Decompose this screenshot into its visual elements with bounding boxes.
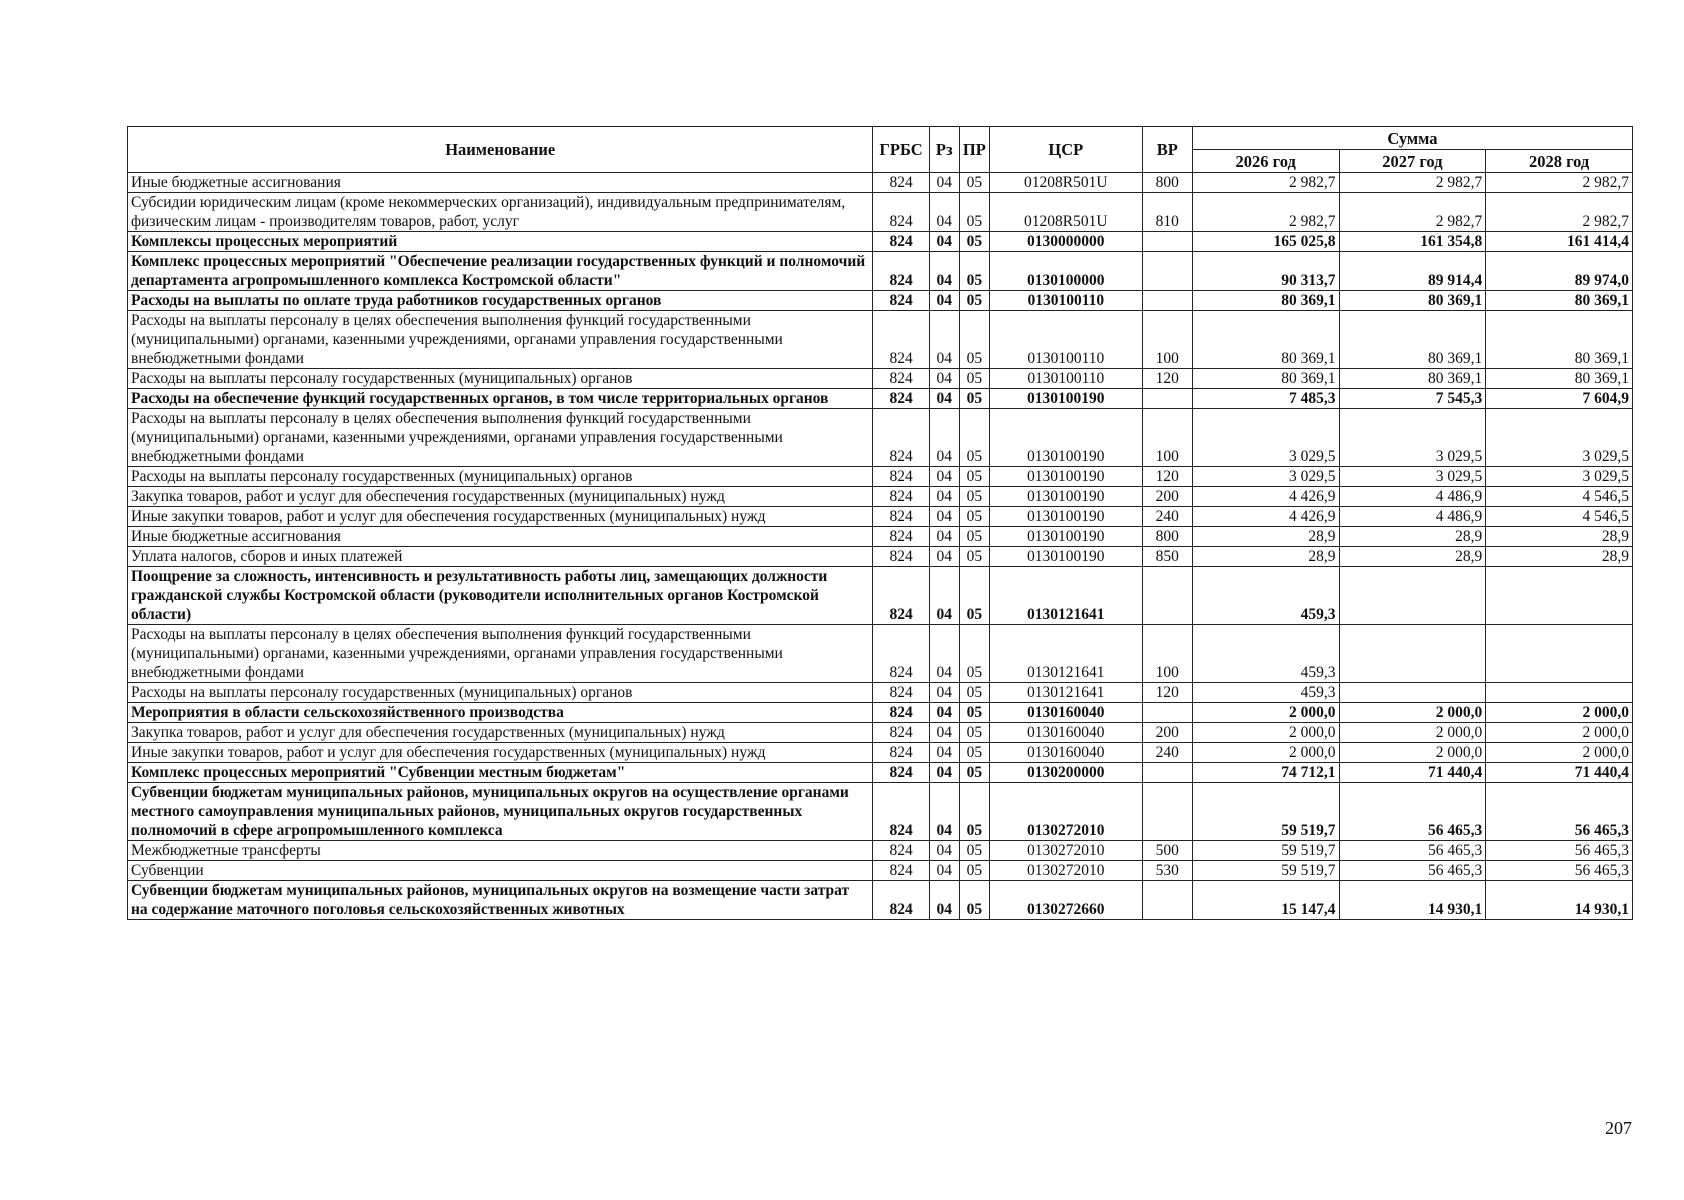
cell-vr (1142, 389, 1192, 409)
table-row (128, 743, 1633, 763)
cell-rz: 04 (929, 841, 959, 861)
cell-name: Расходы на выплаты персоналу в целях обеспечения выполнения функций государственными (муниципальными) органами, казенными учреждениями, органами управления государственными внебюджетными фондами (128, 311, 873, 369)
header-rz: Рз (929, 127, 959, 173)
table-row (128, 291, 1633, 311)
cell-csr: 0130272010 (989, 841, 1142, 861)
cell-2026: 165 025,8 (1192, 232, 1339, 252)
cell-2027: 7 545,3 (1339, 389, 1486, 409)
cell-pr: 05 (959, 861, 989, 881)
table-header (128, 127, 1633, 173)
cell-grbs: 824 (873, 409, 929, 467)
cell-rz: 04 (929, 369, 959, 389)
cell-2027: 28,9 (1339, 547, 1486, 567)
cell-rz: 04 (929, 252, 959, 291)
table-row (128, 232, 1633, 252)
cell-grbs: 824 (873, 389, 929, 409)
cell-vr: 530 (1142, 861, 1192, 881)
cell-rz: 04 (929, 763, 959, 783)
cell-2026: 90 313,7 (1192, 252, 1339, 291)
cell-rz: 04 (929, 783, 959, 841)
cell-rz: 04 (929, 232, 959, 252)
cell-pr: 05 (959, 743, 989, 763)
table-row (128, 703, 1633, 723)
header-year-2027: 2027 год (1339, 150, 1486, 173)
table-row (128, 723, 1633, 743)
cell-2026: 2 000,0 (1192, 743, 1339, 763)
cell-name: Субвенции бюджетам муниципальных районов, муниципальных округов на осуществление органами местного самоуправления муниципальных районов, муниципальных округов государственных полномочий в сфере агропромышленного комплекса (128, 783, 873, 841)
table-row (128, 252, 1633, 291)
table-row (128, 567, 1633, 625)
table-row (128, 193, 1633, 232)
cell-pr: 05 (959, 567, 989, 625)
cell-2026: 4 426,9 (1192, 487, 1339, 507)
cell-pr: 05 (959, 311, 989, 369)
cell-name: Комплекс процессных мероприятий "Обеспечение реализации государственных функций и полномочий департамента агропромышленного комплекса Костромской области" (128, 252, 873, 291)
cell-rz: 04 (929, 173, 959, 193)
cell-pr: 05 (959, 252, 989, 291)
cell-2028 (1486, 683, 1633, 703)
cell-2027: 4 486,9 (1339, 507, 1486, 527)
header-name: Наименование (128, 127, 873, 173)
cell-pr: 05 (959, 232, 989, 252)
cell-2026: 2 982,7 (1192, 173, 1339, 193)
cell-vr: 100 (1142, 311, 1192, 369)
cell-2026: 59 519,7 (1192, 841, 1339, 861)
cell-2028 (1486, 567, 1633, 625)
header-sum: Сумма (1192, 127, 1632, 150)
cell-2027: 3 029,5 (1339, 467, 1486, 487)
cell-vr: 800 (1142, 527, 1192, 547)
cell-rz: 04 (929, 567, 959, 625)
cell-grbs: 824 (873, 487, 929, 507)
cell-name: Межбюджетные трансферты (128, 841, 873, 861)
table-row (128, 625, 1633, 683)
page-number: 207 (1605, 1118, 1632, 1138)
cell-csr: 0130100190 (989, 487, 1142, 507)
cell-2027: 2 982,7 (1339, 173, 1486, 193)
cell-2028: 4 546,5 (1486, 507, 1633, 527)
cell-rz: 04 (929, 861, 959, 881)
cell-grbs: 824 (873, 683, 929, 703)
cell-csr: 0130272010 (989, 861, 1142, 881)
table-row (128, 389, 1633, 409)
cell-vr: 120 (1142, 369, 1192, 389)
cell-name: Комплексы процессных мероприятий (128, 232, 873, 252)
cell-2028: 3 029,5 (1486, 409, 1633, 467)
cell-2028: 80 369,1 (1486, 291, 1633, 311)
cell-2026: 74 712,1 (1192, 763, 1339, 783)
cell-2028: 2 000,0 (1486, 743, 1633, 763)
header-year-2028: 2028 год (1486, 150, 1633, 173)
cell-vr: 200 (1142, 723, 1192, 743)
cell-grbs: 824 (873, 743, 929, 763)
cell-name: Иные закупки товаров, работ и услуг для обеспечения государственных (муниципальных) нужд (128, 743, 873, 763)
cell-grbs: 824 (873, 291, 929, 311)
cell-2026: 80 369,1 (1192, 369, 1339, 389)
cell-2028: 80 369,1 (1486, 311, 1633, 369)
cell-name: Расходы на выплаты персоналу в целях обеспечения выполнения функций государственными (муниципальными) органами, казенными учреждениями, органами управления государственными внебюджетными фондами (128, 409, 873, 467)
cell-grbs: 824 (873, 783, 929, 841)
cell-rz: 04 (929, 723, 959, 743)
table-row (128, 173, 1633, 193)
cell-2026: 7 485,3 (1192, 389, 1339, 409)
cell-2028 (1486, 625, 1633, 683)
cell-csr: 0130100190 (989, 507, 1142, 527)
cell-2026: 80 369,1 (1192, 311, 1339, 369)
cell-csr: 0130121641 (989, 625, 1142, 683)
cell-pr: 05 (959, 507, 989, 527)
cell-csr: 0130100190 (989, 527, 1142, 547)
header-csr: ЦСР (989, 127, 1142, 173)
cell-vr (1142, 763, 1192, 783)
cell-name: Расходы на выплаты персоналу в целях обеспечения выполнения функций государственными (муниципальными) органами, казенными учреждениями, органами управления государственными внебюджетными фондами (128, 625, 873, 683)
cell-pr: 05 (959, 467, 989, 487)
cell-grbs: 824 (873, 723, 929, 743)
cell-grbs: 824 (873, 625, 929, 683)
cell-2027: 56 465,3 (1339, 783, 1486, 841)
cell-vr: 120 (1142, 683, 1192, 703)
cell-rz: 04 (929, 703, 959, 723)
cell-vr (1142, 232, 1192, 252)
cell-pr: 05 (959, 409, 989, 467)
cell-2027: 56 465,3 (1339, 841, 1486, 861)
cell-vr (1142, 291, 1192, 311)
cell-grbs: 824 (873, 763, 929, 783)
cell-2028: 56 465,3 (1486, 861, 1633, 881)
cell-name: Расходы на выплаты персоналу государственных (муниципальных) органов (128, 467, 873, 487)
cell-rz: 04 (929, 193, 959, 232)
cell-rz: 04 (929, 311, 959, 369)
cell-2026: 28,9 (1192, 547, 1339, 567)
cell-pr: 05 (959, 547, 989, 567)
table-row (128, 881, 1633, 920)
cell-grbs: 824 (873, 703, 929, 723)
cell-2027: 28,9 (1339, 527, 1486, 547)
cell-grbs: 824 (873, 193, 929, 232)
cell-csr: 0130272010 (989, 783, 1142, 841)
table-row (128, 409, 1633, 467)
cell-name: Закупка товаров, работ и услуг для обеспечения государственных (муниципальных) нужд (128, 723, 873, 743)
table-row (128, 369, 1633, 389)
table-body (128, 173, 1633, 920)
cell-2026: 28,9 (1192, 527, 1339, 547)
cell-vr: 100 (1142, 625, 1192, 683)
cell-rz: 04 (929, 547, 959, 567)
budget-table (127, 126, 1633, 920)
cell-csr: 01208R501U (989, 173, 1142, 193)
cell-csr: 0130100190 (989, 467, 1142, 487)
cell-2028: 28,9 (1486, 527, 1633, 547)
cell-csr: 0130160040 (989, 703, 1142, 723)
cell-2028: 3 029,5 (1486, 467, 1633, 487)
cell-grbs: 824 (873, 173, 929, 193)
cell-csr: 0130100110 (989, 311, 1142, 369)
cell-name: Субсидии юридическим лицам (кроме некоммерческих организаций), индивидуальным предпринимателям, физическим лицам - производителям товаров, работ, услуг (128, 193, 873, 232)
cell-pr: 05 (959, 763, 989, 783)
cell-pr: 05 (959, 173, 989, 193)
cell-csr: 0130100110 (989, 291, 1142, 311)
cell-2027: 2 982,7 (1339, 193, 1486, 232)
cell-pr: 05 (959, 881, 989, 920)
cell-pr: 05 (959, 291, 989, 311)
cell-2027: 80 369,1 (1339, 311, 1486, 369)
cell-name: Субвенции бюджетам муниципальных районов, муниципальных округов на возмещение части затрат на содержание маточного поголовья сельскохозяйственных животных (128, 881, 873, 920)
cell-2027 (1339, 683, 1486, 703)
cell-2026: 3 029,5 (1192, 409, 1339, 467)
cell-pr: 05 (959, 783, 989, 841)
cell-2028: 2 982,7 (1486, 193, 1633, 232)
cell-csr: 0130100190 (989, 409, 1142, 467)
cell-name: Субвенции (128, 861, 873, 881)
cell-2028: 14 930,1 (1486, 881, 1633, 920)
cell-rz: 04 (929, 743, 959, 763)
cell-grbs: 824 (873, 369, 929, 389)
cell-vr: 800 (1142, 173, 1192, 193)
table-row (128, 763, 1633, 783)
cell-2026: 80 369,1 (1192, 291, 1339, 311)
cell-2027: 2 000,0 (1339, 703, 1486, 723)
table-row (128, 683, 1633, 703)
cell-2026: 59 519,7 (1192, 783, 1339, 841)
cell-csr: 0130100190 (989, 547, 1142, 567)
cell-grbs: 824 (873, 507, 929, 527)
cell-csr: 0130121641 (989, 683, 1142, 703)
cell-vr: 850 (1142, 547, 1192, 567)
cell-csr: 01208R501U (989, 193, 1142, 232)
cell-2027: 2 000,0 (1339, 743, 1486, 763)
table-row (128, 527, 1633, 547)
table-row (128, 841, 1633, 861)
cell-name: Расходы на выплаты персоналу государственных (муниципальных) органов (128, 369, 873, 389)
cell-pr: 05 (959, 487, 989, 507)
cell-rz: 04 (929, 291, 959, 311)
header-year-2026: 2026 год (1192, 150, 1339, 173)
cell-pr: 05 (959, 625, 989, 683)
cell-csr: 0130000000 (989, 232, 1142, 252)
cell-pr: 05 (959, 841, 989, 861)
cell-2026: 459,3 (1192, 683, 1339, 703)
cell-vr: 240 (1142, 743, 1192, 763)
cell-pr: 05 (959, 703, 989, 723)
cell-2028: 7 604,9 (1486, 389, 1633, 409)
cell-vr: 100 (1142, 409, 1192, 467)
cell-pr: 05 (959, 193, 989, 232)
table-row (128, 547, 1633, 567)
table-row (128, 487, 1633, 507)
cell-vr: 120 (1142, 467, 1192, 487)
cell-2028: 2 000,0 (1486, 723, 1633, 743)
cell-vr (1142, 783, 1192, 841)
cell-csr: 0130121641 (989, 567, 1142, 625)
cell-vr (1142, 881, 1192, 920)
header-grbs: ГРБС (873, 127, 929, 173)
cell-pr: 05 (959, 527, 989, 547)
cell-2028: 161 414,4 (1486, 232, 1633, 252)
cell-vr (1142, 703, 1192, 723)
cell-rz: 04 (929, 487, 959, 507)
cell-2028: 56 465,3 (1486, 841, 1633, 861)
cell-2028: 28,9 (1486, 547, 1633, 567)
cell-vr (1142, 567, 1192, 625)
cell-2026: 459,3 (1192, 567, 1339, 625)
cell-name: Поощрение за сложность, интенсивность и результативность работы лиц, замещающих должности гражданской службы Костромской области (руководители исполнительных органов Костромской области) (128, 567, 873, 625)
cell-pr: 05 (959, 389, 989, 409)
cell-grbs: 824 (873, 467, 929, 487)
cell-2027: 71 440,4 (1339, 763, 1486, 783)
cell-rz: 04 (929, 389, 959, 409)
cell-grbs: 824 (873, 527, 929, 547)
cell-2027: 4 486,9 (1339, 487, 1486, 507)
cell-name: Иные бюджетные ассигнования (128, 173, 873, 193)
cell-csr: 0130160040 (989, 743, 1142, 763)
cell-2026: 4 426,9 (1192, 507, 1339, 527)
cell-grbs: 824 (873, 841, 929, 861)
cell-2027 (1339, 625, 1486, 683)
table-row (128, 861, 1633, 881)
cell-name: Мероприятия в области сельскохозяйственного производства (128, 703, 873, 723)
cell-2028: 2 982,7 (1486, 173, 1633, 193)
table-row (128, 507, 1633, 527)
cell-rz: 04 (929, 625, 959, 683)
cell-grbs: 824 (873, 252, 929, 291)
cell-2026: 2 982,7 (1192, 193, 1339, 232)
cell-name: Расходы на обеспечение функций государственных органов, в том числе территориальных органов (128, 389, 873, 409)
header-pr: ПР (959, 127, 989, 173)
cell-2026: 2 000,0 (1192, 723, 1339, 743)
cell-pr: 05 (959, 683, 989, 703)
table-row (128, 311, 1633, 369)
cell-csr: 0130272660 (989, 881, 1142, 920)
cell-2026: 59 519,7 (1192, 861, 1339, 881)
cell-vr: 200 (1142, 487, 1192, 507)
cell-grbs: 824 (873, 311, 929, 369)
cell-grbs: 824 (873, 881, 929, 920)
cell-rz: 04 (929, 409, 959, 467)
cell-rz: 04 (929, 507, 959, 527)
cell-name: Закупка товаров, работ и услуг для обеспечения государственных (муниципальных) нужд (128, 487, 873, 507)
cell-grbs: 824 (873, 232, 929, 252)
cell-2027: 80 369,1 (1339, 291, 1486, 311)
cell-csr: 0130100110 (989, 369, 1142, 389)
cell-grbs: 824 (873, 567, 929, 625)
cell-csr: 0130100190 (989, 389, 1142, 409)
cell-2026: 3 029,5 (1192, 467, 1339, 487)
cell-csr: 0130200000 (989, 763, 1142, 783)
cell-rz: 04 (929, 881, 959, 920)
cell-vr: 810 (1142, 193, 1192, 232)
cell-2028: 71 440,4 (1486, 763, 1633, 783)
cell-name: Расходы на выплаты персоналу государственных (муниципальных) органов (128, 683, 873, 703)
cell-name: Уплата налогов, сборов и иных платежей (128, 547, 873, 567)
table-row (128, 467, 1633, 487)
cell-2027: 80 369,1 (1339, 369, 1486, 389)
cell-2026: 459,3 (1192, 625, 1339, 683)
cell-2027: 2 000,0 (1339, 723, 1486, 743)
cell-2027: 56 465,3 (1339, 861, 1486, 881)
cell-vr: 500 (1142, 841, 1192, 861)
cell-grbs: 824 (873, 547, 929, 567)
cell-name: Иные закупки товаров, работ и услуг для обеспечения государственных (муниципальных) нужд (128, 507, 873, 527)
cell-2028: 56 465,3 (1486, 783, 1633, 841)
cell-2027: 3 029,5 (1339, 409, 1486, 467)
cell-2028: 80 369,1 (1486, 369, 1633, 389)
cell-pr: 05 (959, 369, 989, 389)
cell-name: Расходы на выплаты по оплате труда работников государственных органов (128, 291, 873, 311)
cell-2027 (1339, 567, 1486, 625)
cell-name: Иные бюджетные ассигнования (128, 527, 873, 547)
cell-pr: 05 (959, 723, 989, 743)
cell-2026: 2 000,0 (1192, 703, 1339, 723)
cell-2028: 2 000,0 (1486, 703, 1633, 723)
cell-2027: 14 930,1 (1339, 881, 1486, 920)
cell-vr: 240 (1142, 507, 1192, 527)
cell-vr (1142, 252, 1192, 291)
cell-2028: 89 974,0 (1486, 252, 1633, 291)
cell-csr: 0130160040 (989, 723, 1142, 743)
cell-name: Комплекс процессных мероприятий "Субвенции местным бюджетам" (128, 763, 873, 783)
cell-2027: 89 914,4 (1339, 252, 1486, 291)
cell-grbs: 824 (873, 861, 929, 881)
cell-rz: 04 (929, 527, 959, 547)
cell-2028: 4 546,5 (1486, 487, 1633, 507)
cell-csr: 0130100000 (989, 252, 1142, 291)
cell-2027: 161 354,8 (1339, 232, 1486, 252)
header-vr: ВР (1142, 127, 1192, 173)
cell-2026: 15 147,4 (1192, 881, 1339, 920)
table-row (128, 783, 1633, 841)
cell-rz: 04 (929, 683, 959, 703)
cell-rz: 04 (929, 467, 959, 487)
